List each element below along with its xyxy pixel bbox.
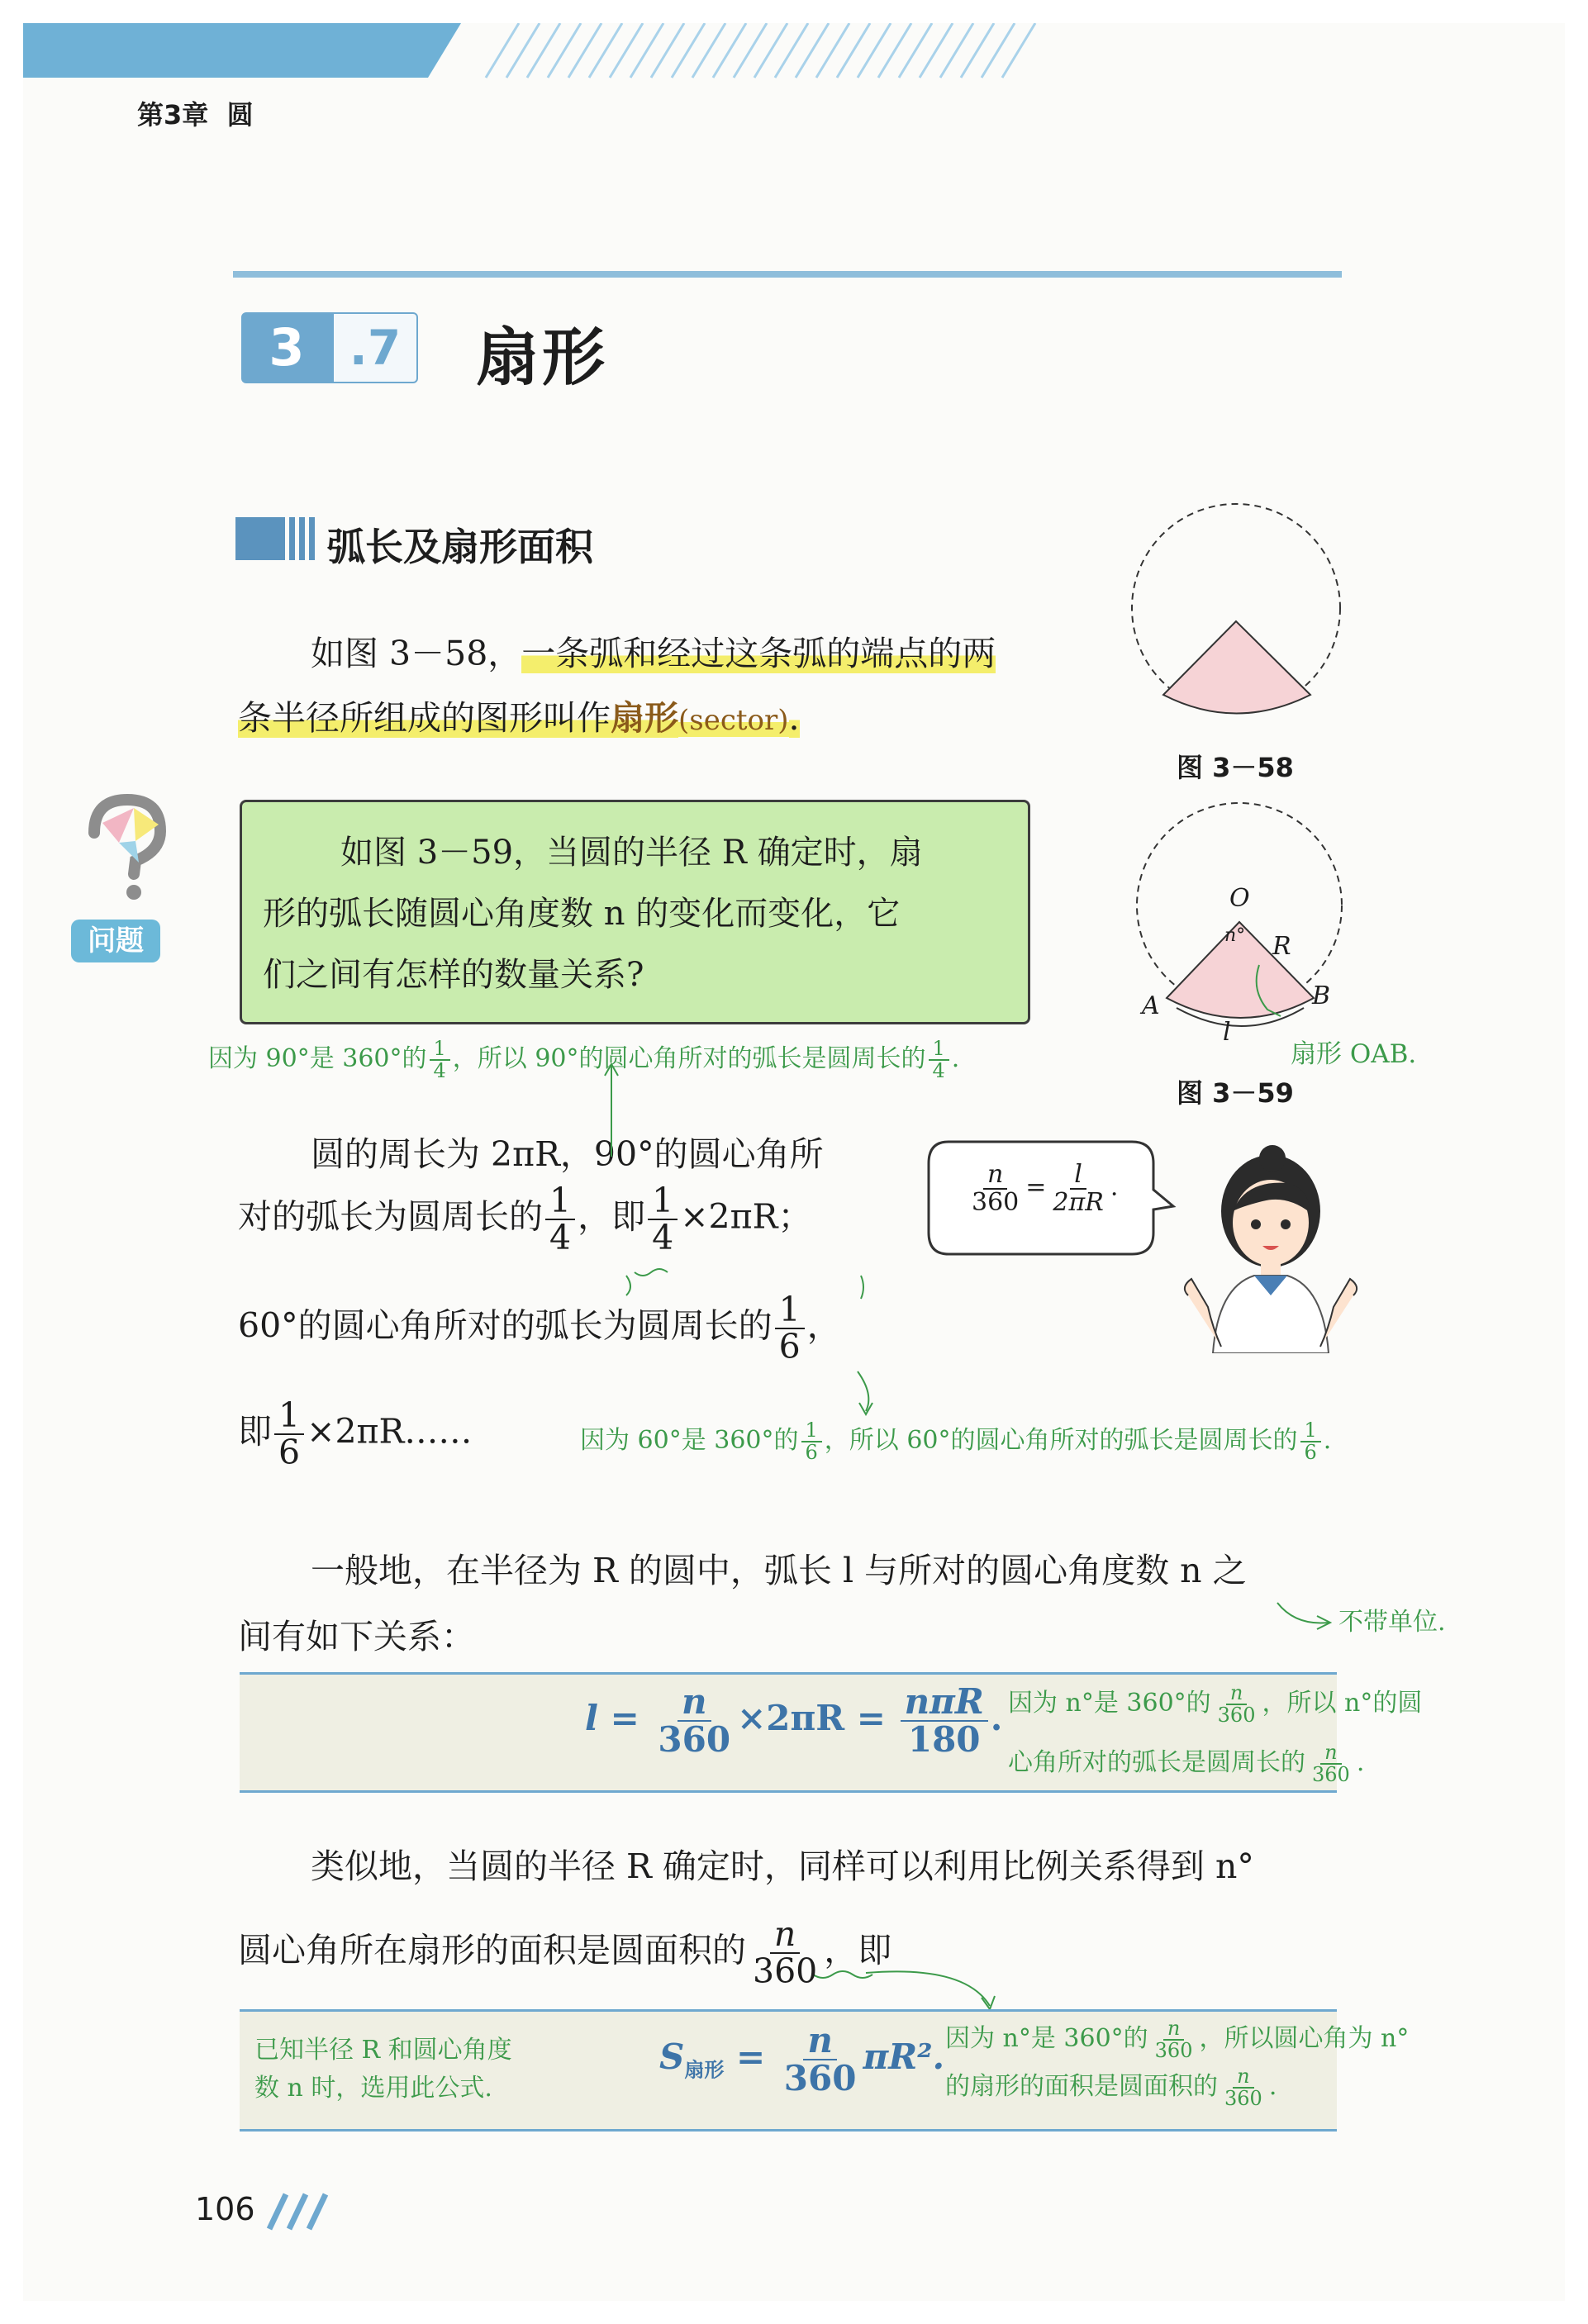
fraction-n-360 <box>654 1681 735 1761</box>
chapter-title: 圆 <box>226 99 254 131</box>
page-number-slashes <box>258 2191 332 2232</box>
fraction-1-6 <box>1300 1420 1321 1463</box>
section-title: 扇形 <box>476 321 608 394</box>
fraction-1-4 <box>648 1183 678 1256</box>
fraction-n-360 <box>1214 1680 1260 1727</box>
numerator: n <box>983 1162 1007 1190</box>
equals-sign: = <box>735 2036 766 2078</box>
sector-name-note: 扇形 OAB. <box>1291 1039 1417 1069</box>
denominator: 6 <box>778 1327 801 1367</box>
equals-sign: = <box>1025 1172 1047 1202</box>
p1-text-c: ，即 <box>578 1196 646 1237</box>
paragraph-5-line-1: 类似地，当圆的半径 R 确定时，同样可以利用比例关系得到 n° <box>311 1846 1254 1886</box>
figure-3-59-caption: 图 3－59 <box>1177 1077 1294 1109</box>
numerator: n <box>1163 2018 1184 2041</box>
chapter-number: 第3章 <box>137 99 209 131</box>
formula-lhs-l: l <box>585 1698 598 1739</box>
student-girl-illustration <box>1163 1130 1386 1353</box>
fraction-1-4 <box>929 1038 949 1081</box>
fraction-1-6 <box>274 1395 304 1473</box>
denominator: 360 <box>1154 2039 1193 2062</box>
fraction-npiR-180 <box>901 1681 988 1761</box>
bubble-equation: $\frac{n}{360}$ = $\frac{l}{2\pi R}$ . <box>965 1162 1118 1215</box>
p1-text-d: ×2πR； <box>680 1196 812 1237</box>
chapter-header <box>137 94 254 132</box>
paragraph-4-line-2: 间有如下关系： <box>238 1617 475 1656</box>
numerator: 1 <box>274 1398 304 1435</box>
denominator: 360 <box>783 2058 857 2099</box>
equals-sign: = <box>610 1698 639 1739</box>
term-english: (sector) <box>678 704 789 737</box>
intro-line-1 <box>311 626 996 675</box>
p3-text-b: ×2πR…… <box>307 1411 473 1452</box>
note-90-text-a: 因为 90°是 360°的 <box>208 1044 427 1073</box>
p5-text-a: 圆心角所在扇形的面积是圆面积的 <box>238 1930 746 1970</box>
note-60-text-b: ，所以 60°的圆心角所对的弧长是圆周长的 <box>824 1426 1298 1455</box>
question-line-2: 形的弧长随圆心角度数 n 的变化而变化，它 <box>263 895 901 933</box>
numerator: 1 <box>775 1292 805 1329</box>
numerator: n <box>1320 1742 1341 1765</box>
fraction-1-6 <box>775 1292 805 1365</box>
denominator: 6 <box>1304 1441 1317 1464</box>
section-rule <box>233 271 1342 278</box>
numerator: 1 <box>1300 1420 1321 1442</box>
subsection-marker-bar <box>309 517 315 560</box>
subsection-marker <box>235 517 285 560</box>
denominator: 4 <box>932 1059 945 1082</box>
times-2piR: ×2πR <box>737 1698 845 1739</box>
section-number-major: 3 <box>241 312 332 383</box>
fraction-1-4 <box>545 1183 575 1256</box>
formula1-note-c: 心角所对的弧长是圆周长的 <box>1008 1748 1305 1777</box>
formula-lhs-S: S <box>659 2036 685 2078</box>
pi-R-squared: πR². <box>863 2036 945 2078</box>
definition-highlight-2: 条半径所组成的图形叫作 <box>238 698 611 738</box>
formula1-note-a: 因为 n°是 360°的 <box>1008 1689 1211 1718</box>
numerator: 1 <box>430 1038 450 1061</box>
paragraph-2 <box>238 1292 841 1365</box>
formula2-right-note-line-2: 的扇形的面积是圆面积的 $\frac{n}{360}$ . <box>945 2064 1277 2110</box>
formula1-note-b: ，所以 n°的圆 <box>1262 1689 1423 1718</box>
formula2-note-b: ，所以圆心角为 n° <box>1199 2024 1410 2053</box>
term-sector: 扇形 <box>611 698 678 738</box>
note-60-degrees: 因为 60°是 360°的 $\frac{1}{6}$ ，所以 60°的圆心角所对的弧长是圆周长的 $\frac{1}{6}$ . <box>580 1418 1332 1464</box>
subsection-marker-bar <box>299 517 305 560</box>
denominator: 4 <box>549 1218 572 1258</box>
denominator: 6 <box>805 1441 818 1464</box>
paragraph-1-line-1: 圆的周长为 2πR，90°的圆心角所 <box>311 1134 824 1174</box>
label-R: R <box>1272 932 1291 961</box>
subscript-sector: 扇形 <box>684 2058 725 2082</box>
p2-text-a: 60°的圆心角所对的弧长为圆周长的 <box>238 1305 773 1346</box>
question-label: 问题 <box>71 920 160 962</box>
equals-sign: = <box>856 1698 886 1739</box>
fraction-1-6 <box>801 1420 822 1463</box>
page-number: 106 <box>195 2191 255 2227</box>
numerator: n <box>678 1684 711 1722</box>
denominator: 360 <box>1224 2087 1262 2110</box>
denominator: 4 <box>433 1059 446 1082</box>
subsection-marker-bar <box>289 517 295 560</box>
denominator: 360 <box>1217 1704 1256 1727</box>
denominator: 4 <box>652 1218 674 1258</box>
numerator: n <box>1233 2066 1253 2089</box>
definition-highlight-1: 一条弧和经过这条弧的端点的两 <box>521 634 996 673</box>
intro-prefix: 如图 3－58， <box>311 634 522 673</box>
sector-area-formula <box>659 2022 944 2097</box>
fraction-n-360 <box>968 1162 1023 1215</box>
note-no-unit: 不带单位. <box>1338 1608 1446 1637</box>
formula2-right-note-line-1 <box>945 2017 1409 2061</box>
p3-text-a: 即 <box>238 1411 272 1452</box>
figure-3-58-caption: 图 3－58 <box>1177 752 1294 783</box>
question-line-3: 们之间有怎样的数量关系? <box>263 956 644 994</box>
numerator: nπR <box>901 1684 988 1722</box>
figure-3-59 <box>1127 800 1375 1048</box>
question-mark-icon <box>69 791 185 932</box>
formula2-note-a: 因为 n°是 360°的 <box>945 2024 1148 2053</box>
paragraph-1-line-2 <box>238 1183 811 1256</box>
denominator: 360 <box>658 1719 731 1761</box>
label-n-degree: n° <box>1224 925 1246 946</box>
question-line-1: 如图 3－59，当圆的半径 R 确定时，扇 <box>340 834 923 872</box>
arc-length-formula <box>585 1681 1003 1761</box>
paragraph-3 <box>238 1395 473 1473</box>
note-90-text-b: ，所以 90°的圆心角所对的弧长是圆周长的 <box>452 1044 926 1073</box>
denominator: 2πR <box>1053 1187 1104 1217</box>
formula2-note-c: 的扇形的面积是圆面积的 <box>945 2072 1218 2101</box>
numerator: n <box>1226 1683 1247 1705</box>
subsection-title: 弧长及扇形面积 <box>327 525 593 569</box>
p2-text-b: ， <box>806 1305 841 1346</box>
figure-3-58 <box>1120 492 1352 732</box>
formula1-note-line-1 <box>1008 1682 1422 1726</box>
fraction-n-360 <box>1220 2066 1267 2109</box>
label-B: B <box>1312 981 1331 1010</box>
formula-period: . <box>990 1698 1003 1739</box>
denominator: 6 <box>278 1433 301 1473</box>
numerator: 1 <box>648 1183 678 1220</box>
section-number-minor: .7 <box>332 312 418 383</box>
numerator: n <box>803 2022 837 2060</box>
label-l: l <box>1223 1018 1231 1047</box>
textbook-page <box>23 23 1565 2301</box>
definition-end: . <box>788 698 800 738</box>
paragraph-4-line-1: 一般地，在半径为 R 的圆中，弧长 l 与所对的圆心角度数 n 之 <box>311 1551 1247 1590</box>
p5-text-b: ，即 <box>824 1930 892 1970</box>
denominator: 360 <box>1312 1763 1350 1786</box>
fraction-n-360 <box>1151 2018 1197 2061</box>
denominator: 360 <box>753 1951 818 1992</box>
paragraph-5-line-2 <box>238 1914 892 1992</box>
fraction-n-360 <box>1308 1742 1354 1785</box>
label-O: O <box>1229 884 1250 913</box>
note-90-degrees: 因为 90°是 360°的 $\frac{1}{4}$ ，所以 90°的圆心角所对的弧长是圆周长的 $\frac{1}{4}$ . <box>208 1036 960 1082</box>
p1-text-b: 对的弧长为圆周长的 <box>238 1196 543 1237</box>
numerator: 1 <box>801 1420 822 1442</box>
formula2-left-note-line-1: 已知半径 R 和圆心角度 <box>254 2036 512 2065</box>
intro-line-2 <box>238 691 800 739</box>
note-60-text-a: 因为 60°是 360°的 <box>580 1426 799 1455</box>
numerator: 1 <box>929 1038 949 1061</box>
label-A: A <box>1142 991 1160 1020</box>
fraction-n-360 <box>780 2022 861 2097</box>
numerator: 1 <box>545 1183 575 1220</box>
numerator: n <box>770 1917 800 1954</box>
header-band <box>23 23 1565 81</box>
fraction-1-4 <box>430 1038 450 1081</box>
formula2-left-note-line-2: 数 n 时，选用此公式. <box>254 2074 492 2103</box>
numerator: l <box>1070 1162 1086 1190</box>
formula1-note-line-2: 心角所对的弧长是圆周长的 $\frac{n}{360}$ . <box>1008 1740 1365 1786</box>
fraction-n-360 <box>749 1914 821 1992</box>
denominator: 360 <box>972 1187 1020 1217</box>
denominator: 180 <box>907 1719 981 1761</box>
fraction-l-2piR <box>1048 1162 1107 1215</box>
